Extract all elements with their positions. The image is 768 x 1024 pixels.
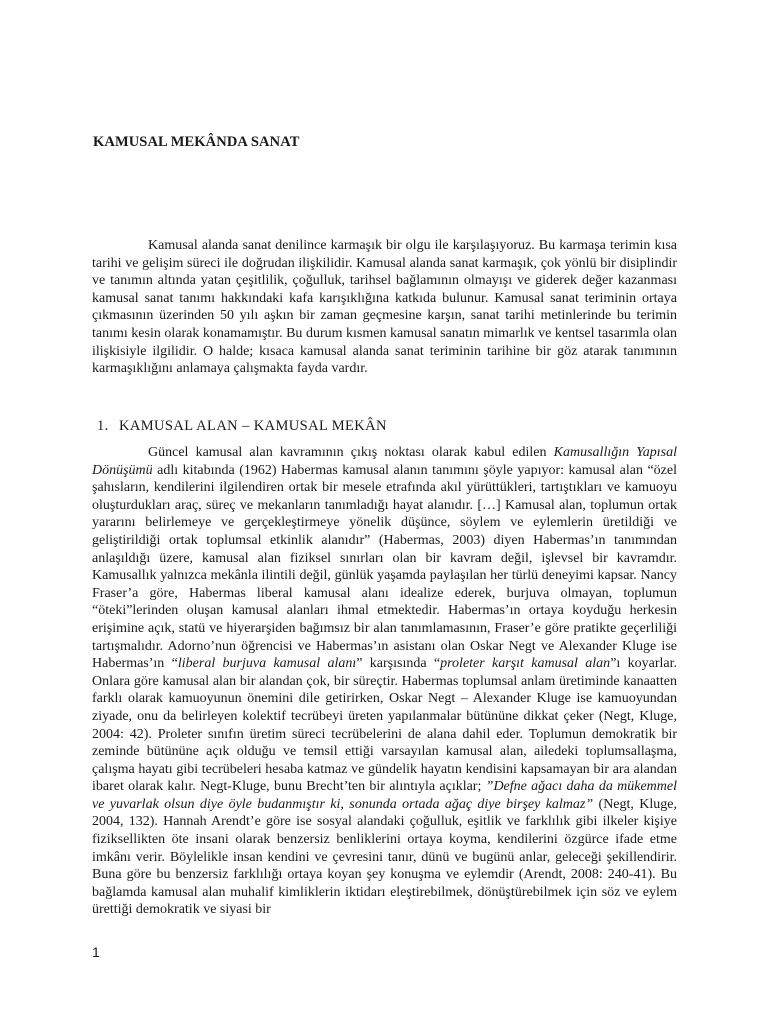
intro-paragraph: Kamusal alanda sanat denilince karmaşık bir olgu ile karşılaşıyoruz. Bu karmaşa terimin kısa tarihi ve gelişim süreci ile doğrudan ilişkilidir. Kamusal alanda sanat karmaşık, çok yönlü bir disiplindir ve tanımın altında yatan çeşitlilik, çoğulluk, tarihsel bağlamının olmayışı ve giderek değer kazanması kamusal sanat tanımı hakkındaki kafa karışıklığına katkıda bulunur. Kamusal sanat teriminin ortaya çıkmasının üzerinden 50 yılı aşkın bir zaman geçmesine karşın, sanat tarihi metinlerinde bu terimin tanımı kesin olarak konamamıştır. Bu durum kısmen kamusal sanatın mimarlık ve kentsel tasarımla olan ilişkisiyle ilgilidir. O halde; kısaca kamusal alanda sanat teriminin tarihine bir göz atarak tanımının karmaşıklığını anlamaya çalışmakta fayda vardır.	[92, 238, 677, 377]
body-text-part-4: ”ı koyarlar. Onlara göre kamusal alan bir alandan çok, bir süreçtir. Habermas toplumsal anlam üretiminde kanaatten farklı olarak kamuoyunun önemini dile getirirken, Oskar Negt – Alexander Kluge ise kamuoyundan ziyade, onu da belirleyen kolektif tecrübeyi üreten yapılanmalar bütününe dikkat çeker (Negt, Kluge, 2004: 42). Proleter sınıfın üretim süreci tecrübelerini de alana dahil eder. Toplumun demokratik bir zeminde bütününe açık olduğu ve temsil ettiği varsayılan kamusal alan, ailedeki toplumsallaşma, çalışma hayatı gibi tecrübeleri hesaba katmaz ve gündelik hayatın kendisini kapsamayan bir ara alandan ibaret olarak kalır. Negt-Kluge, bunu Brecht’ten bir alıntıyla açıklar;	[92, 656, 678, 795]
proleter-term-italic: proleter karşıt kamusal alan	[440, 656, 611, 672]
body-text-part-1: Güncel kamusal alan kavramının çıkış noktası olarak kabul edilen	[148, 445, 554, 460]
book-title-italic: Kamusallığın Yapısal Dönüşümü	[92, 445, 677, 478]
section-heading-text: KAMUSAL ALAN – KAMUSAL MEKÂN	[119, 418, 387, 434]
page-number: 1	[92, 944, 100, 960]
body-text-part-2: adlı kitabında (1962) Habermas kamusal alanın tanımını şöyle yapıyor: kamusal alan “özel şahısların, kendilerini ilgilendiren ortak bir mesele etrafında akıl yürüttükleri, tartıştıkları ve kamuoyu oluşturdukları araç, süreç ve mekanların tanımladığı hayat alanıdır. […] Kamusal alan, toplumun ortak yararını belirlemeye ve gerçekleştirmeye yönelik düşünce, söylem ve eylemlerin üretildiği ve geliştirildiği ortak toplumsal etkinlik alanıdır” (Habermas, 2003) diyen Habermas’ın tanımından anlaşıldığı üzere, kamusal alan fiziksel sınırları olan bir kavram değil, işlevsel bir kavramdır. Kamusallık yalnızca mekânla ilintili değil, günlük yaşamda paylaşılan her türlü deneyimi kapsar. Nancy Fraser’a göre, Habermas liberal kamusal alanı idealize ederek, burjuva olmayan, toplumun “öteki”lerinden oluşan kamusal alanları ihmal etmektedir. Habermas’ın ortaya koyduğu herkesin erişimine açık, statü ve hiyerarşiden bağımsız bir alan tanımlamasının, Fraser’e göre pratikte geçerliliği tartışmalıdır. Adorno’nun öğrencisi ve Habermas’ın asistanı olan Oskar Negt ve Alexander Kluge ise Habermas’ın “	[92, 462, 677, 672]
body-text-part-3: ” karşısında “	[356, 656, 441, 672]
section-paragraph	[92, 444, 677, 919]
section-heading	[97, 418, 387, 435]
document-title: KAMUSAL MEKÂNDA SANAT	[93, 134, 300, 150]
section-number: 1.	[97, 418, 109, 434]
liberal-term-italic: liberal burjuva kamusal alanı	[177, 656, 357, 672]
brecht-quote-italic: ”Defne ağacı daha da mükemmel ve yuvarlak olsun diye öyle budanmıştır ki, sonunda ortada ağaç diye birşey kalmaz”	[92, 779, 677, 812]
body-text-part-5: (Negt, Kluge, 2004, 132). Hannah Arendt’e göre ise sosyal alandaki çoğulluk, eşitlik ve farklılık gibi ilkeler kişiye fiziksellikten öte insani olarak benzersiz benliklerini ortaya koyma, kendilerini özgürce ifade etme imkânı verir. Böylelikle insan kendini ve çevresini tanır, dünü ve bugünü anlar, geleceği şekillendirir. Buna göre bu benzersiz farklılığı ortaya koyan şey konuşma ve eylemdir (Arendt, 2008: 240-41). Bu bağlamda kamusal alan muhalif kimliklerin iktidarı eleştirebilmek, dönüştürebilmek için söz ve eylem ürettiği demokratik ve siyasi bir	[92, 796, 677, 918]
section-body-block	[92, 444, 677, 919]
intro-paragraph-block	[92, 237, 677, 378]
